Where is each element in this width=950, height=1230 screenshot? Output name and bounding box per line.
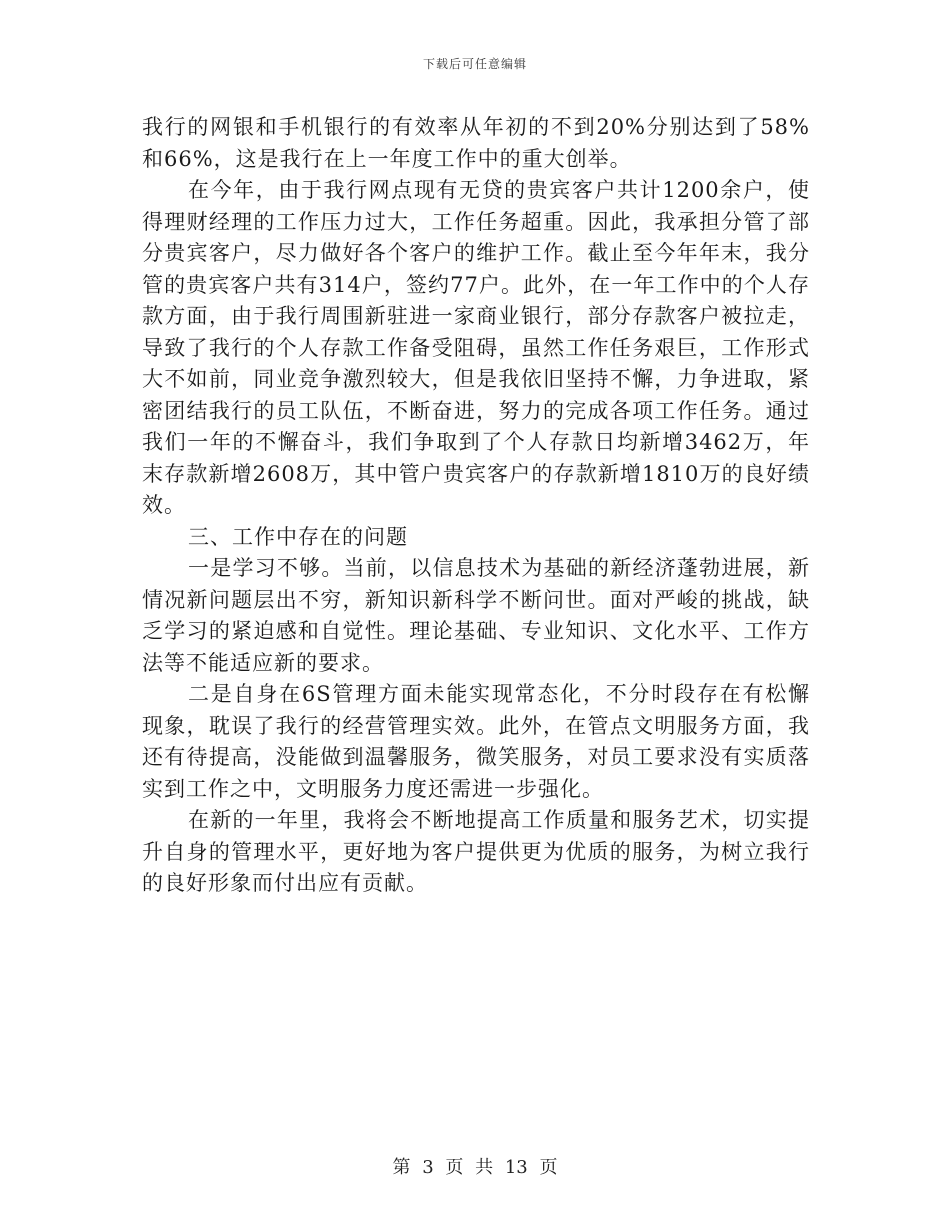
paragraph-vip-clients: 在今年，由于我行网点现有无贷的贵宾客户共计1200余户，使得理财经理的工作压力过大，工作任务超重。因此，我承担分管了部分贵宾客户，尽力做好各个客户的维护工作。截止至今年年末，我分管的贵宾客户共有314户，签约77户。此外，在一年工作中的个人存款方面，由于我行周围新驻进一家商业银行，部分存款客户被拉走，导致了我行的个人存款工作备受阻碍，虽然工作任务艰巨，工作形式大不如前，同业竞争激烈较大，但是我依旧坚持不懈，力争进取，紧密团结我行的员工队伍，不断奋进，努力的完成各项工作任务。通过我们一年的不懈奋斗，我们争取到了个人存款日均新增3462万，年末存款新增2608万，其中管户贵宾客户的存款新增1810万的良好绩效。 [142,178,810,517]
paragraph-continuation: 我行的网银和手机银行的有效率从年初的不到20%分别达到了58%和66%，这是我行在上一年度工作中的重大创举。 [142,115,810,171]
paragraph-problem-two: 二是自身在6S管理方面未能实现常态化，不分时段存在有松懈现象，耽误了我行的经营管理实效。此外，在管点文明服务方面，我还有待提高，没能做到温馨服务，微笑服务，对员工要求没有实质落实到工作之中，文明服务力度还需进一步强化。 [142,682,810,801]
page-number-footer: 第 3 页 共 13 页 [392,1157,558,1178]
section-heading-problems: 三、工作中存在的问题 [188,524,408,549]
body-text [142,112,810,900]
paragraph-problem-one: 一是学习不够。当前，以信息技术为基础的新经济蓬勃进展，新情况新问题层出不穷，新知识新科学不断问世。面对严峻的挑战，缺乏学习的紧迫感和自觉性。理论基础、专业知识、文化水平、工作方法等不能适应新的要求。 [142,556,810,675]
paragraph-outlook: 在新的一年里，我将会不断地提高工作质量和服务艺术，切实提升自身的管理水平，更好地为客户提供更为优质的服务，为树立我行的良好形象而付出应有贡献。 [142,808,810,895]
header-note: 下载后可任意编辑 [422,57,527,71]
